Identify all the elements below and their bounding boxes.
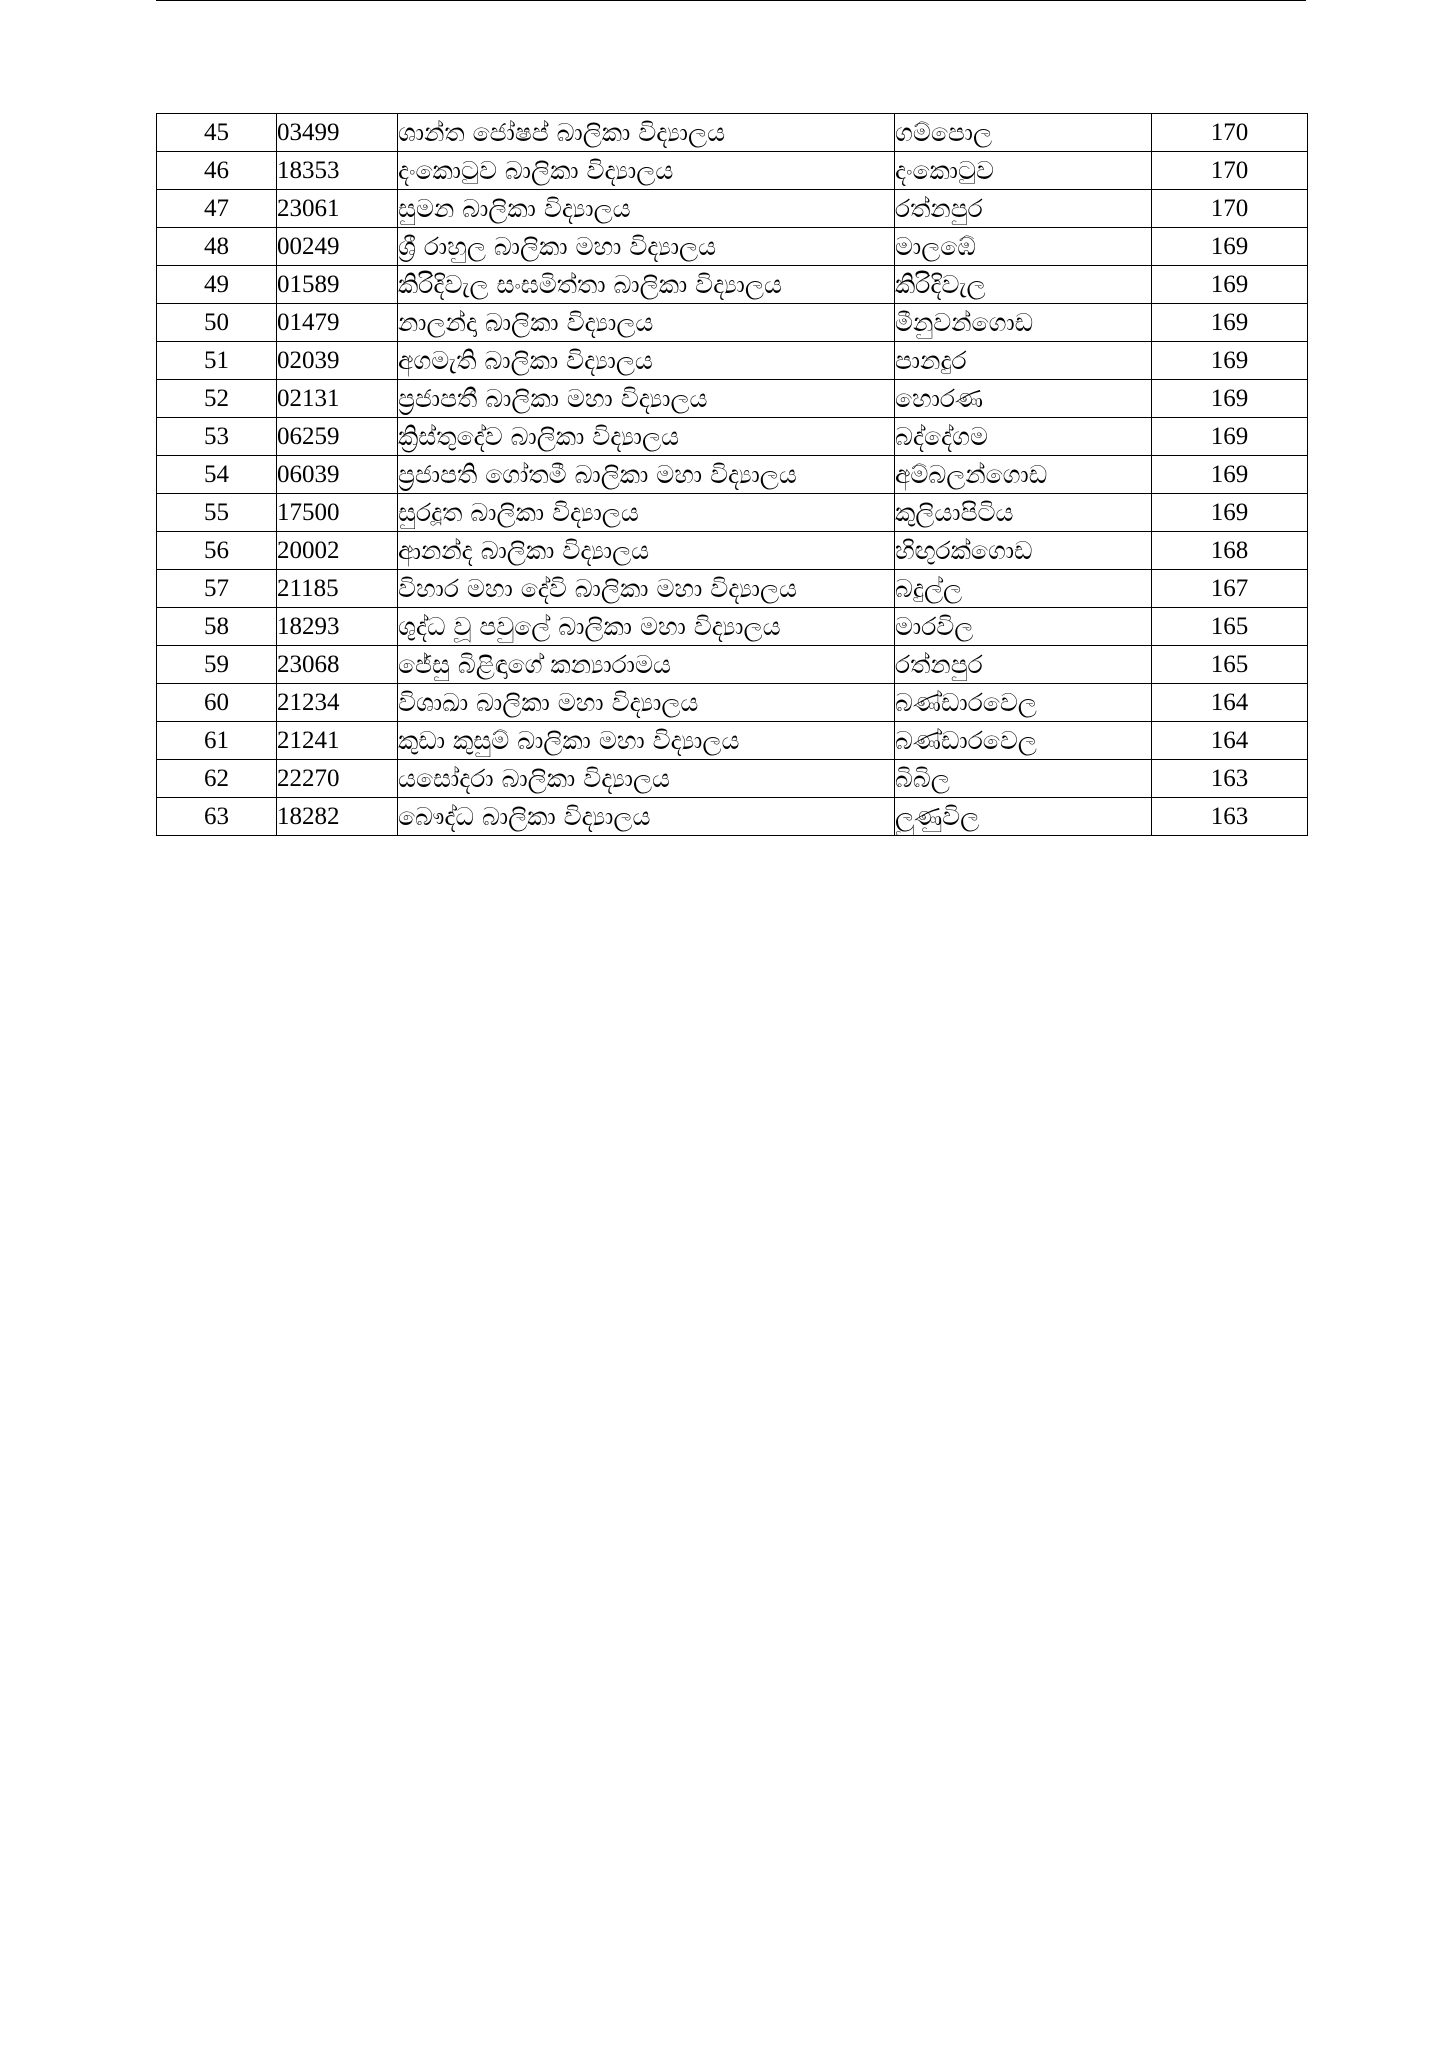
table-row xyxy=(157,570,1308,608)
school-name-cell: ක්‍රිස්තුදේව බාලිකා විද්‍යාලය xyxy=(398,418,895,456)
mark-cell: 170 xyxy=(1152,114,1308,152)
mark-cell: 169 xyxy=(1152,304,1308,342)
table-row xyxy=(157,684,1308,722)
mark-cell: 170 xyxy=(1152,190,1308,228)
table-row xyxy=(157,608,1308,646)
town-cell: රත්නපුර xyxy=(895,190,1152,228)
school-name-cell: ශාන්ත ජෝෂප් බාලිකා විද්‍යාලය xyxy=(398,114,895,152)
school-name-cell: බෞද්ධ බාලිකා විද්‍යාලය xyxy=(398,798,895,836)
school-code-cell: 23061 xyxy=(277,190,398,228)
mark-cell: 169 xyxy=(1152,228,1308,266)
rank-cell: 47 xyxy=(157,190,277,228)
school-code-cell: 00249 xyxy=(277,228,398,266)
town-cell: මීනුවන්ගොඩ xyxy=(895,304,1152,342)
town-cell: කුලියාපිටිය xyxy=(895,494,1152,532)
school-name-cell: කිරිදිවැල සංඝමිත්තා බාලිකා විද්‍යාලය xyxy=(398,266,895,304)
school-code-cell: 18293 xyxy=(277,608,398,646)
school-name-cell: යසෝදරා බාලිකා විද්‍යාලය xyxy=(398,760,895,798)
town-cell: බණ්ඩාරවෙල xyxy=(895,722,1152,760)
table-row xyxy=(157,646,1308,684)
mark-cell: 164 xyxy=(1152,722,1308,760)
town-cell: මාලඹේ xyxy=(895,228,1152,266)
rank-cell: 57 xyxy=(157,570,277,608)
school-ranking-table-body xyxy=(157,114,1308,836)
mark-cell: 169 xyxy=(1152,418,1308,456)
rank-cell: 62 xyxy=(157,760,277,798)
table-row xyxy=(157,190,1308,228)
school-code-cell: 17500 xyxy=(277,494,398,532)
school-code-cell: 06039 xyxy=(277,456,398,494)
school-ranking-table xyxy=(156,113,1308,836)
school-code-cell: 21234 xyxy=(277,684,398,722)
rank-cell: 50 xyxy=(157,304,277,342)
school-name-cell: ප්‍රජාපතී බාලිකා මහා විද්‍යාලය xyxy=(398,380,895,418)
rank-cell: 53 xyxy=(157,418,277,456)
school-name-cell: ශුද්ධ වූ පවුලේ බාලිකා මහා විද්‍යාලය xyxy=(398,608,895,646)
table-row xyxy=(157,228,1308,266)
rank-cell: 55 xyxy=(157,494,277,532)
mark-cell: 169 xyxy=(1152,456,1308,494)
school-code-cell: 23068 xyxy=(277,646,398,684)
rank-cell: 56 xyxy=(157,532,277,570)
rank-cell: 63 xyxy=(157,798,277,836)
mark-cell: 169 xyxy=(1152,266,1308,304)
town-cell: දංකොටුව xyxy=(895,152,1152,190)
rank-cell: 46 xyxy=(157,152,277,190)
school-name-cell: විශාඛා බාලිකා මහා විද්‍යාලය xyxy=(398,684,895,722)
rank-cell: 60 xyxy=(157,684,277,722)
town-cell: කිරිදිවැල xyxy=(895,266,1152,304)
mark-cell: 165 xyxy=(1152,608,1308,646)
table-row xyxy=(157,418,1308,456)
school-code-cell: 01589 xyxy=(277,266,398,304)
mark-cell: 168 xyxy=(1152,532,1308,570)
table-row xyxy=(157,380,1308,418)
rank-cell: 59 xyxy=(157,646,277,684)
town-cell: බණ්ඩාරවෙල xyxy=(895,684,1152,722)
town-cell: බද්දේගම xyxy=(895,418,1152,456)
town-cell: අම්බලන්ගොඩ xyxy=(895,456,1152,494)
mark-cell: 163 xyxy=(1152,798,1308,836)
school-code-cell: 22270 xyxy=(277,760,398,798)
school-name-cell: ජේසු බිළිඳාගේ කන්‍යාරාමය xyxy=(398,646,895,684)
school-code-cell: 02131 xyxy=(277,380,398,418)
school-code-cell: 18353 xyxy=(277,152,398,190)
town-cell: හොරණ xyxy=(895,380,1152,418)
mark-cell: 169 xyxy=(1152,342,1308,380)
mark-cell: 169 xyxy=(1152,380,1308,418)
town-cell: හිඟුරක්ගොඩ xyxy=(895,532,1152,570)
town-cell: බිබිල xyxy=(895,760,1152,798)
school-code-cell: 06259 xyxy=(277,418,398,456)
rank-cell: 45 xyxy=(157,114,277,152)
town-cell: මාරවිල xyxy=(895,608,1152,646)
table-row xyxy=(157,532,1308,570)
mark-cell: 169 xyxy=(1152,494,1308,532)
table-row xyxy=(157,152,1308,190)
school-code-cell: 20002 xyxy=(277,532,398,570)
rank-cell: 58 xyxy=(157,608,277,646)
mark-cell: 170 xyxy=(1152,152,1308,190)
mark-cell: 163 xyxy=(1152,760,1308,798)
school-name-cell: දංකොටුව බාලිකා විද්‍යාලය xyxy=(398,152,895,190)
table-row xyxy=(157,342,1308,380)
town-cell: පානදුර xyxy=(895,342,1152,380)
town-cell: ලුණුවිල xyxy=(895,798,1152,836)
school-name-cell: සුමන බාලිකා විද්‍යාලය xyxy=(398,190,895,228)
rank-cell: 51 xyxy=(157,342,277,380)
school-code-cell: 02039 xyxy=(277,342,398,380)
table-row xyxy=(157,722,1308,760)
mark-cell: 167 xyxy=(1152,570,1308,608)
school-code-cell: 18282 xyxy=(277,798,398,836)
school-name-cell: නාලන්දා බාලිකා විද්‍යාලය xyxy=(398,304,895,342)
rank-cell: 48 xyxy=(157,228,277,266)
rank-cell: 61 xyxy=(157,722,277,760)
school-name-cell: විහාර මහා දේවි බාලිකා මහා විද්‍යාලය xyxy=(398,570,895,608)
school-code-cell: 01479 xyxy=(277,304,398,342)
page-top-rule xyxy=(156,0,1306,1)
school-code-cell: 21185 xyxy=(277,570,398,608)
table-row xyxy=(157,114,1308,152)
rank-cell: 52 xyxy=(157,380,277,418)
school-name-cell: සුරදූත බාලිකා විද්‍යාලය xyxy=(398,494,895,532)
school-name-cell: ශ්‍රී රාහුල බාලිකා මහා විද්‍යාලය xyxy=(398,228,895,266)
table-row xyxy=(157,456,1308,494)
rank-cell: 54 xyxy=(157,456,277,494)
table-row xyxy=(157,304,1308,342)
table-row xyxy=(157,798,1308,836)
mark-cell: 165 xyxy=(1152,646,1308,684)
town-cell: රත්නපුර xyxy=(895,646,1152,684)
school-code-cell: 21241 xyxy=(277,722,398,760)
school-code-cell: 03499 xyxy=(277,114,398,152)
rank-cell: 49 xyxy=(157,266,277,304)
school-name-cell: අගමැති බාලිකා විද්‍යාලය xyxy=(398,342,895,380)
town-cell: බදුල්ල xyxy=(895,570,1152,608)
school-name-cell: කුඩා කුසුම් බාලිකා මහා විද්‍යාලය xyxy=(398,722,895,760)
town-cell: ගම්පොල xyxy=(895,114,1152,152)
school-name-cell: ප්‍රජාපති ගෝතමී බාලිකා මහා විද්‍යාලය xyxy=(398,456,895,494)
school-name-cell: ආනන්ද බාලිකා විද්‍යාලය xyxy=(398,532,895,570)
table-row xyxy=(157,760,1308,798)
table-row xyxy=(157,266,1308,304)
table-row xyxy=(157,494,1308,532)
mark-cell: 164 xyxy=(1152,684,1308,722)
